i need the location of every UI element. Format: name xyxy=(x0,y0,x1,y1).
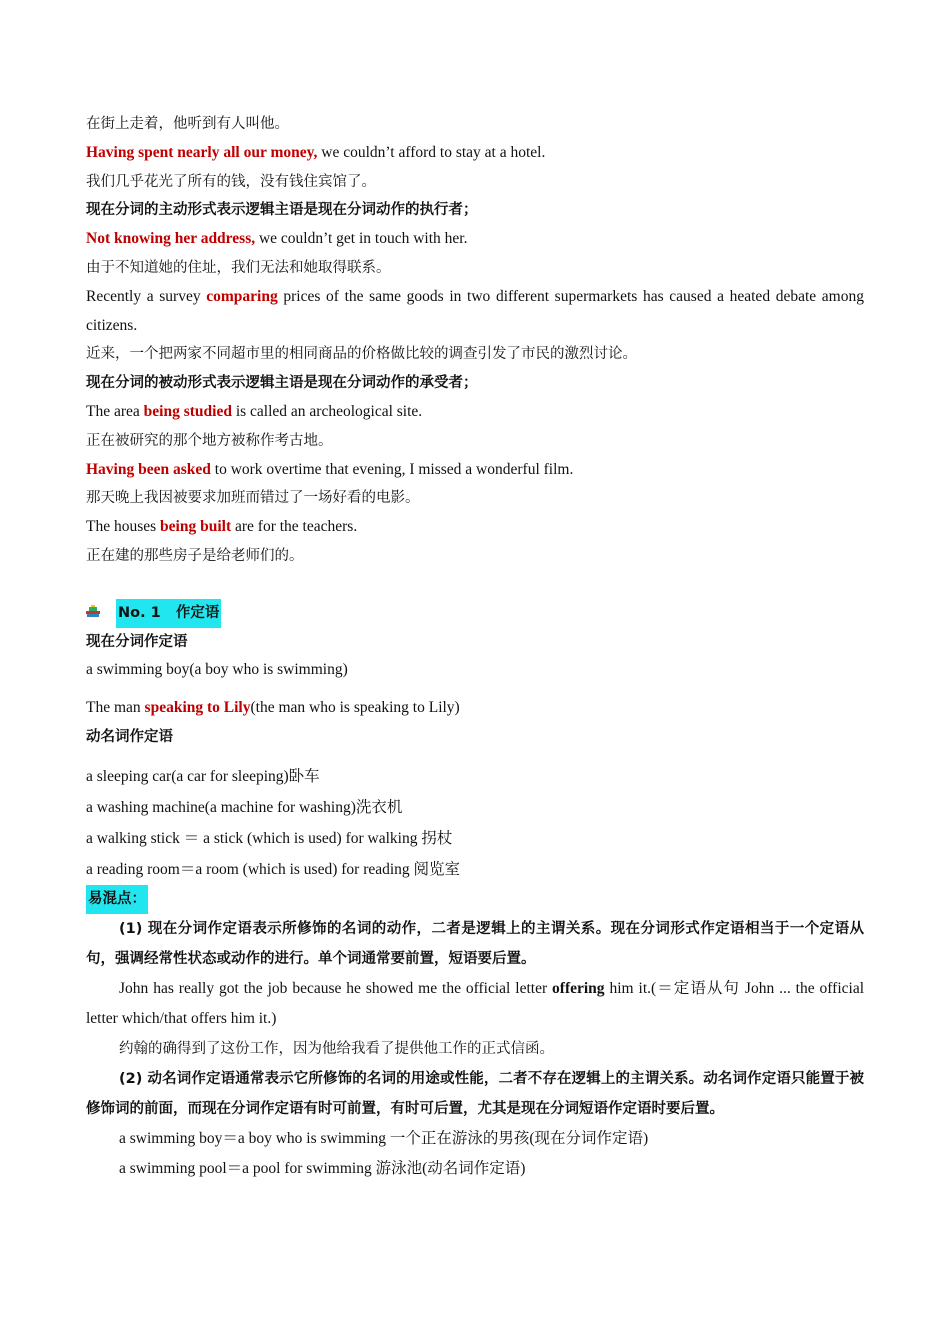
highlighted-phrase: comparing xyxy=(206,287,278,305)
sentence-text: Recently a survey xyxy=(86,287,207,305)
cn-sentence: 正在建的那些房子是给老师们的。 xyxy=(86,547,304,564)
highlighted-phrase: being studied xyxy=(143,402,232,420)
highlighted-phrase: being built xyxy=(160,518,232,536)
example-phrase: a swimming pool＝a pool for swimming 游泳池(动名词作定语) xyxy=(119,1159,526,1177)
example-phrase: a sleeping car(a car for sleeping)卧车 xyxy=(86,767,320,785)
rule-heading: 现在分词的主动形式表示逻辑主语是现在分词动作的执行者； xyxy=(86,202,478,219)
document-page xyxy=(86,110,864,1184)
example-sentence xyxy=(86,283,864,341)
point-1: (1) 现在分词作定语表示所修饰的名词的动作，二者是逻辑上的主谓关系。现在分词形式作定语相当于一个定语从句，强调经常性状态或动作的进行。单个词通常要前置，短语要后置。 xyxy=(86,920,864,967)
sentence-text: we couldn’t get in touch with her. xyxy=(255,230,468,248)
cn-sentence: 那天晚上我因被要求加班而错过了一场好看的电影。 xyxy=(86,490,420,507)
cn-sentence: 近来，一个把两家不同超市里的相同商品的价格做比较的调查引发了市民的激烈讨论。 xyxy=(86,346,637,363)
cn-sentence: 我们几乎花光了所有的钱，没有钱住宾馆了。 xyxy=(86,173,376,190)
sentence-text: (the man who is speaking to Lily) xyxy=(250,699,460,717)
books-icon xyxy=(86,606,100,618)
subsection-title: 现在分词作定语 xyxy=(86,633,188,650)
sentence-text: to work overtime that evening, I missed a wonderful film. xyxy=(210,460,574,478)
sentence-text: John has really got the job because he showed me the official letter xyxy=(119,979,553,997)
example-phrase: a swimming boy(a boy who is swimming) xyxy=(86,661,348,679)
sentence-text: prices of the same goods in two different supermarkets has caused a heated debate among citizens. xyxy=(86,287,864,334)
example-sentence xyxy=(86,398,864,427)
example-sentence xyxy=(86,974,864,1034)
example-phrase xyxy=(86,694,864,723)
example-phrase: a reading room＝a room (which is used) for reading 阅览室 xyxy=(86,860,461,878)
highlighted-phrase: speaking to Lily xyxy=(144,699,251,717)
section-heading xyxy=(86,599,864,628)
rule-heading: 现在分词的被动形式表示逻辑主语是现在分词动作的承受者； xyxy=(86,375,478,392)
sentence-text: is called an archeological site. xyxy=(231,402,423,420)
sentence-text: The man xyxy=(86,699,145,717)
spacer xyxy=(86,752,864,761)
sentence-text: him it.(＝定语从句 John ... the official letter which/that offers him it.) xyxy=(86,979,865,1027)
section-title: No. 1 作定语 xyxy=(116,599,221,628)
example-sentence xyxy=(86,456,864,485)
sentence-text: are for the teachers. xyxy=(231,518,358,536)
point-2: (2) 动名词作定语通常表示它所修饰的名词的用途或性能，二者不存在逻辑上的主谓关系。动名词作定语只能置于被修饰词的前面，而现在分词作定语有时可前置，有时可后置，尤其是现在分词短语作定语时要后置。 xyxy=(86,1070,864,1117)
subsection-title: 动名词作定语 xyxy=(86,728,173,745)
spacer xyxy=(86,685,864,694)
spacer xyxy=(86,571,864,599)
example-phrase: a swimming boy＝a boy who is swimming 一个正在游泳的男孩(现在分词作定语) xyxy=(119,1129,649,1147)
sentence-text: The area xyxy=(86,402,144,420)
highlighted-phrase: Having spent nearly all our money, xyxy=(86,143,318,161)
cn-sentence: 在街上走着，他听到有人叫他。 xyxy=(86,116,289,132)
cn-sentence: 约翰的确得到了这份工作，因为他给我看了提供他工作的正式信函。 xyxy=(119,1040,554,1057)
example-phrase: a walking stick ＝ a stick (which is used) for walking 拐杖 xyxy=(86,829,453,847)
confusion-label-row xyxy=(86,885,864,914)
example-sentence xyxy=(86,225,864,254)
highlighted-phrase: Having been asked xyxy=(86,460,211,478)
cn-sentence: 由于不知道她的住址，我们无法和她取得联系。 xyxy=(86,259,391,276)
highlighted-phrase: Not knowing her address, xyxy=(86,230,256,248)
sentence-text: The houses xyxy=(86,518,161,536)
example-sentence xyxy=(86,513,864,542)
example-phrase: a washing machine(a machine for washing)洗衣机 xyxy=(86,798,403,816)
sentence-text: we couldn’t afford to stay at a hotel. xyxy=(317,143,546,161)
cn-sentence: 正在被研究的那个地方被称作考古地。 xyxy=(86,432,333,449)
bold-word: offering xyxy=(552,979,605,997)
confusion-label: 易混点： xyxy=(86,885,148,914)
example-sentence xyxy=(86,139,864,168)
